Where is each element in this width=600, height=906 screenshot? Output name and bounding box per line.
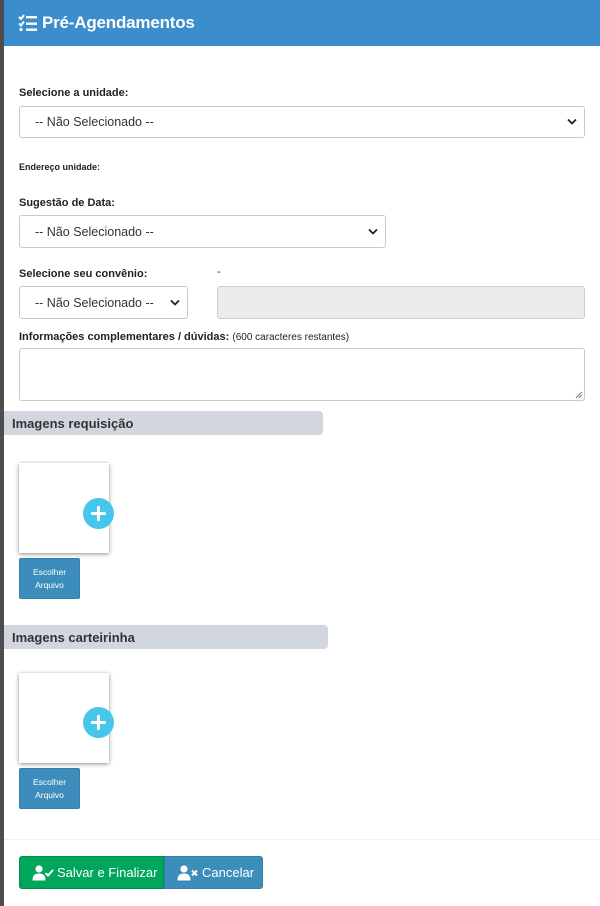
- button-label-line1: Escolher: [32, 566, 67, 577]
- modal-header: [4, 0, 600, 46]
- info-label: Informações complementares / dúvidas:: [19, 331, 230, 343]
- cancel-button[interactable]: [164, 856, 263, 889]
- info-label-row: [19, 331, 349, 343]
- section-title: Imagens carteirinha: [12, 629, 135, 645]
- cancel-label: Cancelar: [202, 865, 255, 880]
- button-label-line1: Escolher: [32, 776, 67, 787]
- chevron-down-icon: [368, 228, 378, 236]
- endereco-label: Endereço unidade:: [19, 162, 101, 172]
- unidade-select[interactable]: [19, 106, 585, 138]
- footer-divider: [4, 839, 600, 840]
- modal-title: Pré-Agendamentos: [42, 13, 195, 32]
- section-title: Imagens requisição: [12, 415, 134, 431]
- convenio-select[interactable]: [19, 286, 188, 319]
- data-select-value: -- Não Selecionado --: [35, 224, 154, 239]
- save-finalize-button[interactable]: [19, 856, 164, 889]
- resize-handle-icon[interactable]: [575, 391, 583, 399]
- carteirinha-choose-file-button[interactable]: [19, 768, 80, 809]
- convenio-label: Selecione seu convênio:: [19, 268, 148, 280]
- plus-icon[interactable]: [83, 707, 114, 738]
- button-label-line2: Arquivo: [35, 579, 64, 590]
- button-label-line2: Arquivo: [35, 789, 64, 800]
- convenio-details-input: [217, 286, 585, 319]
- convenio-side-label: -: [217, 266, 221, 278]
- data-label: Sugestão de Data:: [19, 197, 115, 209]
- chevron-down-icon: [567, 118, 577, 126]
- chevron-down-icon: [170, 299, 180, 307]
- unidade-select-value: -- Não Selecionado --: [35, 115, 154, 129]
- section-imagens-carteirinha: [4, 625, 328, 649]
- plus-icon[interactable]: [83, 498, 114, 529]
- save-finalize-label: Salvar e Finalizar: [57, 865, 158, 880]
- data-select[interactable]: [19, 215, 386, 248]
- section-imagens-requisicao: [4, 411, 323, 435]
- info-char-counter: (600 caracteres restantes): [232, 332, 350, 343]
- convenio-select-value: -- Não Selecionado --: [35, 295, 154, 310]
- list-check-icon: [18, 14, 38, 32]
- user-times-icon: [177, 865, 199, 881]
- requisicao-choose-file-button[interactable]: [19, 558, 80, 599]
- info-textarea[interactable]: [19, 348, 585, 401]
- pre-agendamentos-modal: [4, 0, 600, 906]
- user-check-icon: [32, 865, 54, 881]
- unidade-label: Selecione a unidade:: [19, 87, 129, 99]
